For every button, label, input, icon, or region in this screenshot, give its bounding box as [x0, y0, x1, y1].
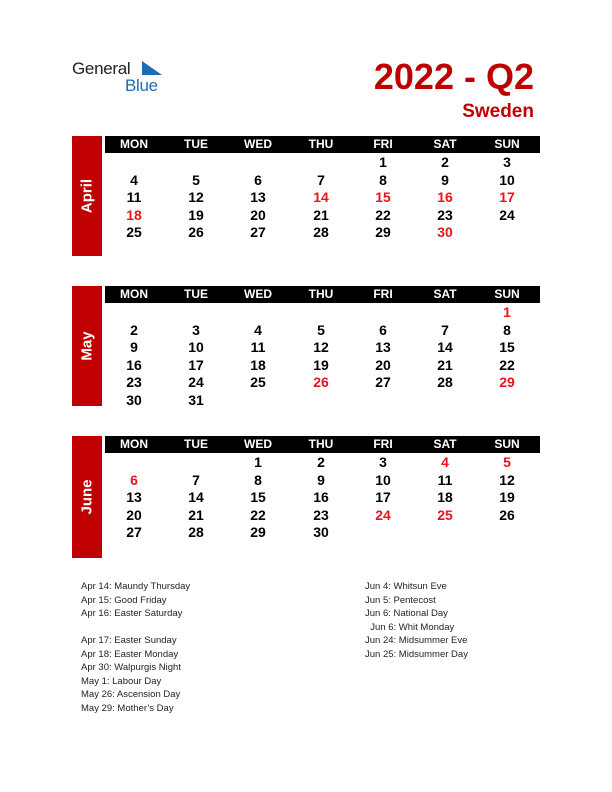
day-cell: 22 — [499, 356, 515, 373]
day-cell: 28 — [313, 224, 329, 240]
weekday-label: SUN — [494, 137, 520, 151]
day-cell: 26 — [313, 374, 329, 390]
day-cell: 18 — [126, 206, 142, 223]
day-cell: 15 — [375, 189, 391, 205]
day-cell: 19 — [188, 206, 204, 223]
day-cell: 17 — [375, 489, 391, 505]
holiday-entry: May 1: Labour Day — [81, 675, 162, 687]
weekday-label: SAT — [433, 437, 457, 451]
day-cell: 23 — [437, 206, 453, 223]
holiday-entry: Jun 25: Midsummer Day — [365, 648, 468, 660]
day-cell: 9 — [317, 471, 325, 488]
page-title: 2022 - Q2 — [373, 56, 534, 97]
day-cell: 26 — [499, 506, 515, 523]
day-cell: 31 — [188, 391, 204, 408]
day-cell: 13 — [250, 189, 266, 205]
holiday-entry: Apr 18: Easter Monday — [81, 648, 179, 660]
logo-text-general: General — [72, 59, 131, 78]
day-cell: 4 — [254, 321, 262, 338]
weekday-label: THU — [308, 287, 334, 301]
day-cell: 9 — [441, 171, 449, 188]
day-cell: 27 — [375, 374, 391, 390]
holiday-entry: May 26: Ascension Day — [81, 689, 181, 700]
day-cell: 6 — [379, 321, 387, 338]
day-cell: 16 — [437, 189, 453, 205]
day-cell: 18 — [250, 356, 266, 373]
month-label-bar — [72, 436, 102, 558]
day-cell: 29 — [375, 224, 391, 240]
day-cell: 1 — [254, 454, 262, 470]
day-cell: 12 — [499, 471, 515, 488]
day-cell: 30 — [126, 391, 142, 408]
day-cell: 1 — [379, 154, 387, 170]
day-cell: 29 — [499, 374, 515, 390]
holiday-entry: Apr 16: Easter Saturday — [81, 608, 183, 619]
month-label-bar — [72, 286, 102, 406]
day-cell: 22 — [250, 506, 266, 523]
weekday-label: MON — [120, 287, 148, 301]
holiday-entry: May 29: Mother’s Day — [81, 702, 174, 714]
day-cell: 11 — [126, 189, 142, 205]
logo-text-blue: Blue — [125, 76, 158, 95]
day-cell: 20 — [250, 206, 266, 223]
month-label-bar — [72, 136, 102, 256]
day-cell: 25 — [437, 506, 453, 523]
weekday-label: FRI — [373, 137, 393, 151]
holiday-entry: Jun 24: Midsummer Eve — [365, 635, 468, 646]
holiday-entry: Apr 15: Good Friday — [81, 594, 167, 606]
day-cell: 24 — [499, 206, 515, 223]
weekday-header — [105, 136, 540, 153]
day-cell: 26 — [188, 224, 204, 240]
weekday-label: WED — [244, 137, 272, 151]
weekday-label: THU — [308, 137, 334, 151]
day-cell: 5 — [192, 171, 200, 188]
day-cell: 6 — [130, 471, 138, 488]
day-cell: 25 — [126, 224, 142, 240]
weekday-label: WED — [244, 437, 272, 451]
day-cell: 21 — [437, 356, 453, 373]
day-cell: 17 — [499, 189, 515, 205]
day-cell: 13 — [126, 489, 142, 505]
day-cell: 19 — [499, 489, 515, 505]
day-cell: 27 — [126, 524, 142, 540]
day-cell: 14 — [313, 189, 329, 205]
day-cell: 27 — [250, 224, 266, 240]
month-block-0 — [72, 136, 540, 256]
weekday-label: SAT — [433, 137, 457, 151]
day-cell: 7 — [441, 321, 449, 338]
weekday-label: FRI — [373, 287, 393, 301]
day-cell: 3 — [503, 154, 511, 170]
holiday-entry: Apr 17: Easter Sunday — [81, 635, 177, 646]
day-cell: 30 — [437, 224, 453, 240]
day-cell: 2 — [317, 454, 325, 470]
holiday-entry: Apr 30: Walpurgis Night — [81, 662, 181, 673]
day-cell: 23 — [313, 506, 329, 523]
weekday-label: TUE — [184, 437, 208, 451]
day-cell: 25 — [250, 374, 266, 390]
day-cell: 11 — [437, 471, 453, 488]
holiday-entry: Jun 6: National Day — [365, 608, 448, 619]
holiday-list-left — [81, 580, 190, 715]
weekday-label: SUN — [494, 287, 520, 301]
weekday-label: FRI — [373, 437, 393, 451]
weekday-label: THU — [308, 437, 334, 451]
day-cell: 24 — [188, 374, 204, 390]
day-cell: 3 — [379, 454, 387, 470]
month-name: June — [78, 479, 96, 515]
month-name: May — [78, 331, 96, 361]
weekday-header — [105, 286, 540, 303]
weekday-label: SUN — [494, 437, 520, 451]
day-cell: 22 — [375, 206, 391, 223]
day-cell: 3 — [192, 321, 200, 338]
weekday-label: SAT — [433, 287, 457, 301]
day-cell: 5 — [317, 321, 325, 338]
day-cell: 21 — [313, 206, 329, 223]
day-cell: 8 — [379, 171, 387, 188]
day-cell: 16 — [126, 356, 142, 373]
country-name: Sweden — [462, 101, 534, 122]
day-cell: 4 — [441, 454, 449, 470]
day-cell: 4 — [130, 171, 138, 188]
weekday-label: WED — [244, 287, 272, 301]
day-cell: 10 — [375, 471, 391, 488]
day-cell: 8 — [503, 321, 511, 338]
day-cell: 15 — [250, 489, 266, 505]
day-cell: 1 — [503, 304, 511, 320]
weekday-label: MON — [120, 137, 148, 151]
holiday-list-right — [365, 580, 468, 661]
day-cell: 7 — [317, 171, 325, 188]
weekday-label: MON — [120, 437, 148, 451]
day-cell: 9 — [130, 339, 138, 355]
month-name: April — [78, 178, 96, 214]
day-cell: 23 — [126, 374, 142, 390]
day-cell: 14 — [188, 489, 204, 505]
day-cell: 29 — [250, 524, 266, 540]
weekday-header — [105, 436, 540, 453]
day-cell: 16 — [313, 489, 329, 505]
weekday-label: TUE — [184, 137, 208, 151]
day-cell: 19 — [313, 356, 329, 373]
weekday-label: TUE — [184, 287, 208, 301]
day-cell: 12 — [188, 189, 204, 205]
day-cell: 5 — [503, 454, 511, 470]
day-cell: 20 — [375, 356, 391, 373]
month-block-1 — [72, 286, 540, 406]
day-cell: 6 — [254, 171, 262, 188]
day-cell: 11 — [250, 339, 266, 355]
holiday-entry: Apr 14: Maundy Thursday — [81, 581, 191, 592]
holiday-entry: Jun 5: Pentecost — [365, 594, 436, 606]
day-cell: 7 — [192, 471, 200, 488]
day-cell: 12 — [313, 339, 329, 355]
holiday-entry: Jun 6: Whit Monday — [365, 621, 455, 633]
day-cell: 20 — [126, 506, 142, 523]
day-cell: 30 — [313, 524, 329, 540]
month-block-2 — [72, 436, 540, 558]
holiday-entry: Jun 4: Whitsun Eve — [365, 581, 447, 592]
day-cell: 24 — [375, 506, 391, 523]
day-cell: 2 — [130, 321, 138, 338]
day-cell: 21 — [188, 506, 204, 523]
day-cell: 10 — [499, 171, 515, 188]
logo — [72, 59, 172, 95]
day-cell: 28 — [188, 524, 204, 540]
day-cell: 2 — [441, 154, 449, 170]
logo-flag-icon — [142, 61, 162, 75]
day-cell: 8 — [254, 471, 262, 488]
day-cell: 13 — [375, 339, 391, 355]
list-spacer — [81, 621, 190, 635]
day-cell: 15 — [499, 339, 515, 355]
day-cell: 28 — [437, 374, 453, 390]
day-cell: 18 — [437, 489, 453, 505]
day-cell: 10 — [188, 339, 204, 355]
day-cell: 17 — [188, 356, 204, 373]
day-cell: 14 — [437, 339, 453, 355]
